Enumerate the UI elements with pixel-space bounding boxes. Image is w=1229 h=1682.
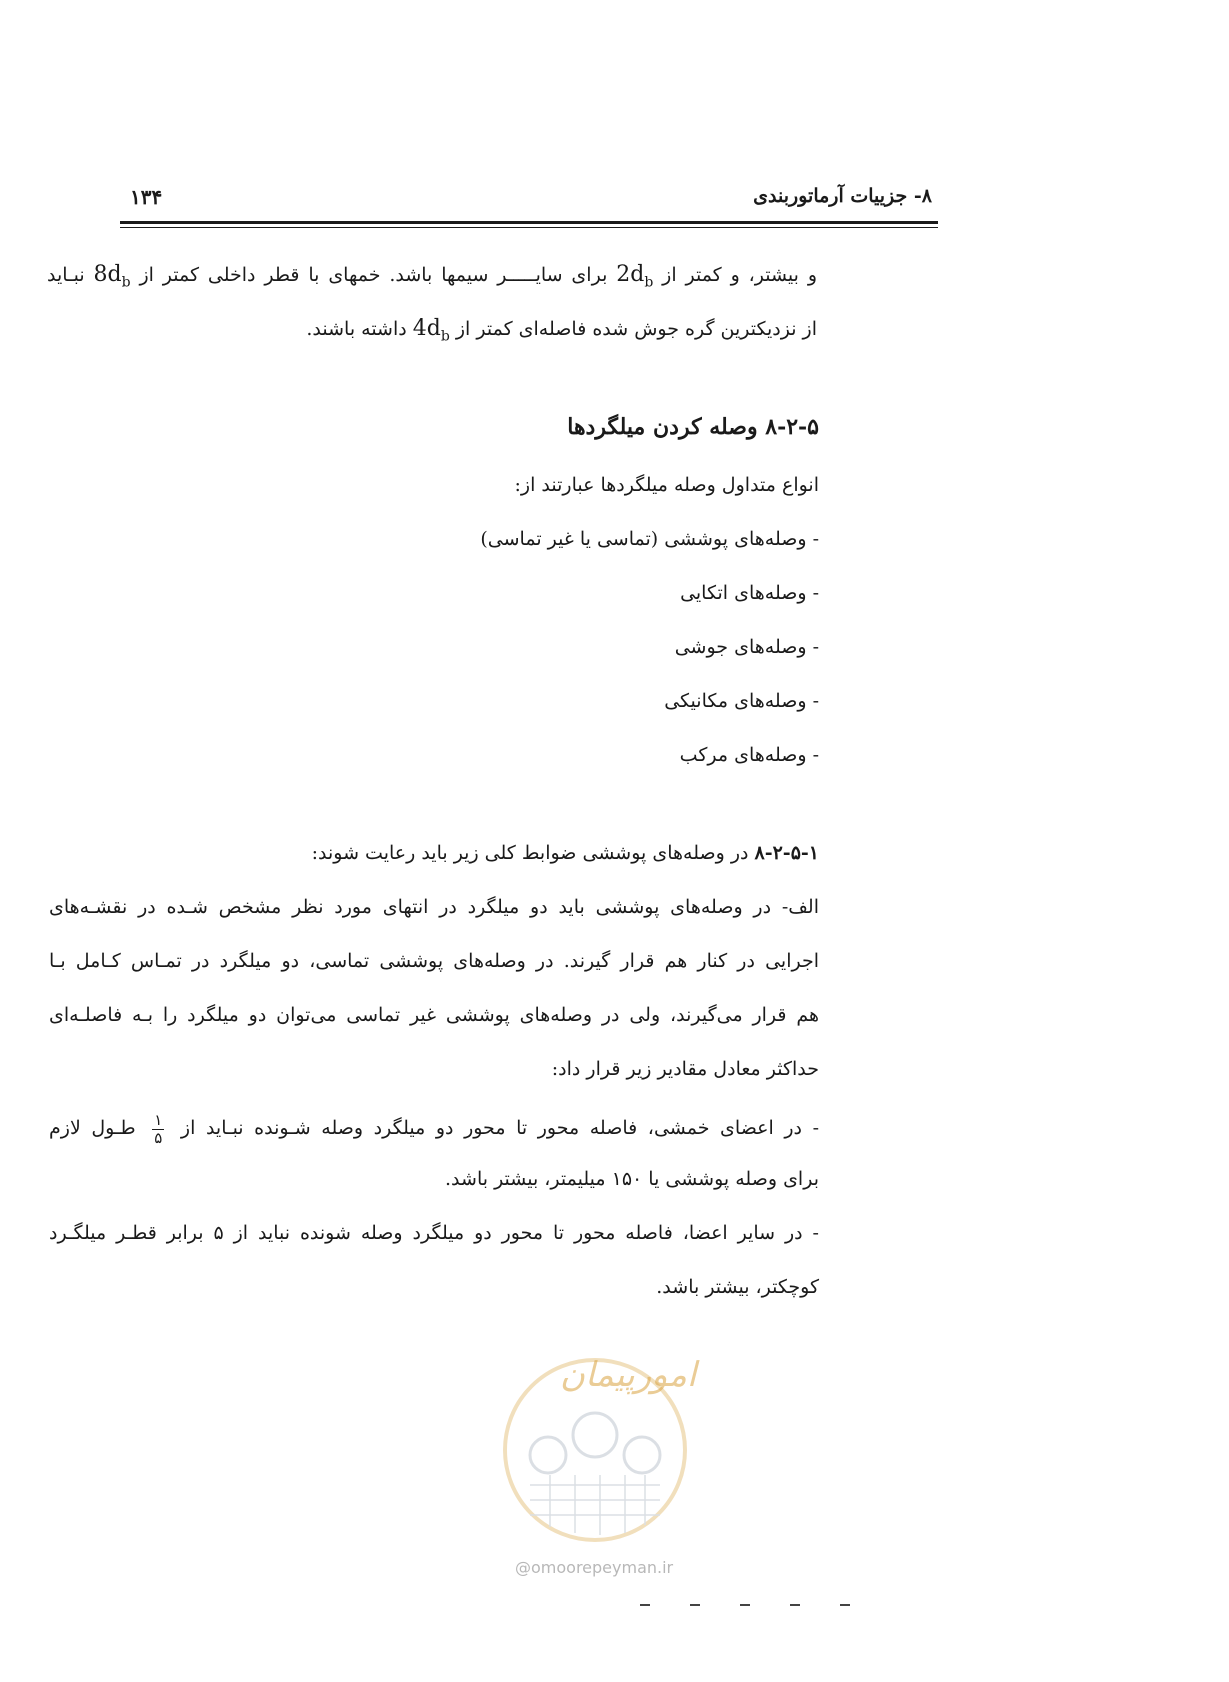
- bullet-flexural-line-2: برای وصله پوششی یا ۱۵۰ میلیمتر، بیشتر باشد.: [445, 1168, 819, 1190]
- bullet-text: طـول لازم: [49, 1117, 136, 1139]
- intro-text: برای سایـــــر سیمها باشد. خمهای با قطر داخلی کمتر از: [130, 264, 617, 286]
- formula-base: 2d: [616, 262, 645, 287]
- formula-4db: [412, 316, 450, 345]
- intro-line-2: [306, 316, 817, 344]
- scan-artifact: [640, 1604, 870, 1606]
- bullet-flexural: [49, 1112, 819, 1146]
- fraction-numerator: ۱: [154, 1111, 163, 1129]
- subsection-heading-text: در وصله‌های پوششی ضوابط کلی زیر باید رعایت شوند:: [311, 842, 755, 864]
- formula-2db: [616, 262, 654, 291]
- list-item: - وصله‌های مکانیکی: [664, 690, 819, 712]
- header-rule-thick: [120, 221, 938, 224]
- intro-text: از نزدیکترین گره جوش شده فاصله‌ای کمتر از: [449, 318, 817, 340]
- list-item: - وصله‌های اتکایی: [680, 582, 819, 604]
- watermark-logo-icon: [500, 1355, 690, 1545]
- paragraph-line: حداکثر معادل مقادیر زیر قرار داد:: [551, 1058, 819, 1080]
- section-heading: ۸-۲-۵ وصله کردن میلگردها: [567, 414, 819, 440]
- page-number: ۱۳۴: [130, 185, 163, 209]
- formula-sub: b: [121, 274, 131, 291]
- formula-base: 4d: [412, 316, 441, 341]
- subsection-heading: [312, 842, 819, 864]
- paragraph-line: اجرایی در کنار هم قرار گیرند. در وصله‌های پوششی تماسی، دو میلگرد در تمـاس کـامل بـا: [49, 950, 819, 972]
- intro-text: نبـاید: [47, 264, 94, 286]
- formula-sub: b: [644, 274, 654, 291]
- bullet-text: - در اعضای خمشی، فاصله محور تا محور دو میلگرد وصله شـونده نبـاید از: [180, 1117, 820, 1139]
- fraction-one-fifth: [152, 1112, 164, 1146]
- list-item: - وصله‌های مرکب: [679, 744, 819, 766]
- list-item: - وصله‌های پوششی (تماسی یا غیر تماسی): [480, 528, 819, 550]
- paragraph-line: هم قرار می‌گیرند، ولی در وصله‌های پوششی غیر تماسی می‌توان دو میلگرد را بـه فاصلـه‌ای: [49, 1004, 819, 1026]
- page-header: [120, 185, 938, 227]
- header-rule-thin: [120, 227, 938, 228]
- intro-text: و بیشتر، و کمتر از: [653, 264, 817, 286]
- watermark-url: @omoorepeyman.ir: [515, 1558, 674, 1577]
- chapter-title: ۸- جزییات آرماتوربندی: [753, 185, 932, 207]
- intro-text: داشته باشند.: [306, 318, 413, 340]
- formula-sub: b: [440, 328, 450, 345]
- watermark-logo-script: امورپیمان: [560, 1355, 697, 1395]
- bullet-other-members: - در سایر اعضا، فاصله محور تا محور دو میلگرد وصله شونده نباید از ۵ برابر قطـر میلگـرد: [49, 1222, 819, 1244]
- paragraph-line: الف- در وصله‌های پوششی باید دو میلگرد در انتهای مورد نظر مشخص شـده در نقشـه‌های: [49, 896, 819, 918]
- formula-base: 8d: [93, 262, 122, 287]
- section-lead: انواع متداول وصله میلگردها عبارتند از:: [514, 474, 819, 496]
- fraction-denominator: ۵: [154, 1128, 163, 1147]
- bullet-other-members-line-2: کوچکتر، بیشتر باشد.: [656, 1276, 819, 1298]
- subsection-number: ۸-۲-۵-۱: [754, 842, 819, 864]
- formula-8db: [93, 262, 131, 291]
- intro-line-1: [47, 262, 817, 290]
- list-item: - وصله‌های جوشی: [674, 636, 819, 658]
